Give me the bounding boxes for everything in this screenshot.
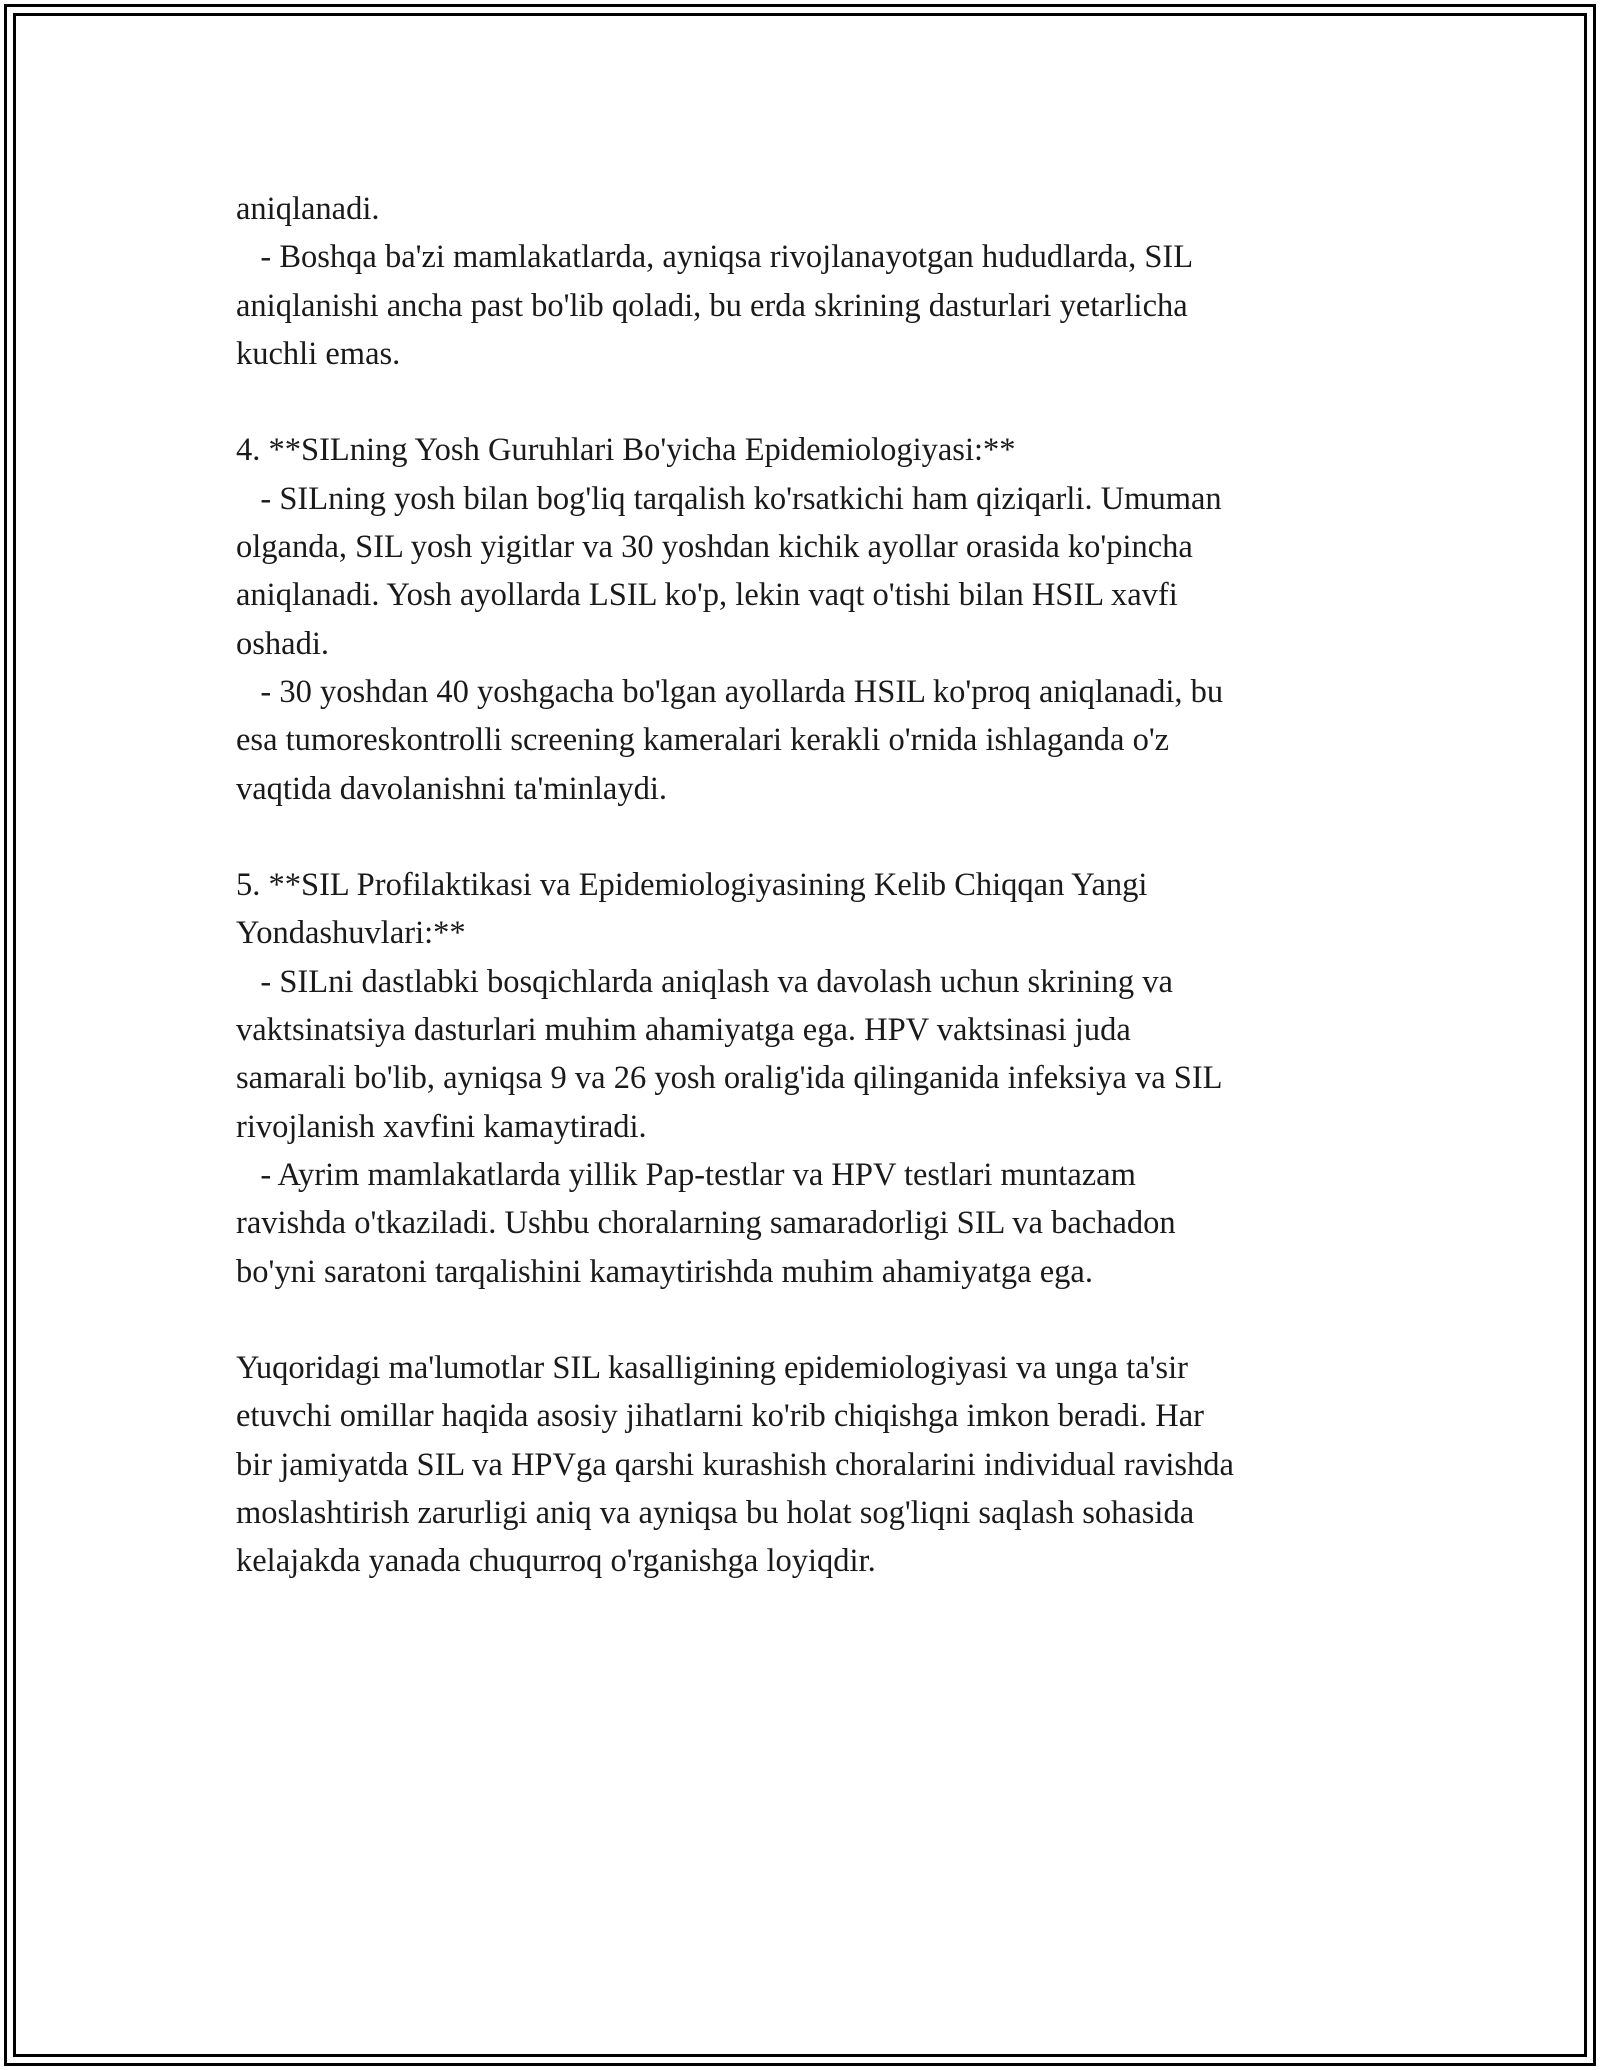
text-line: - Ayrim mamlakatlarda yillik Pap-testlar va HPV testlari muntazam — [236, 1156, 1136, 1193]
text-line: - 30 yoshdan 40 yoshgacha bo'lgan ayollarda HSIL ko'proq aniqlanadi, bu — [236, 673, 1224, 710]
document-body — [236, 185, 1386, 1586]
text-line: Yuqoridagi ma'lumotlar SIL kasalligining epidemiologiyasi va unga ta'sir — [236, 1350, 1188, 1387]
text-line: kuchli emas. — [236, 335, 401, 372]
text-line: samarali bo'lib, ayniqsa 9 va 26 yosh oralig'ida qilinganida infeksiya va SIL — [236, 1060, 1223, 1097]
blank-line — [236, 378, 1386, 426]
text-line: - SILning yosh bilan bog'liq tarqalish ko'rsatkichi ham qiziqarli. Umuman — [236, 480, 1222, 517]
text-line: olganda, SIL yosh yigitlar va 30 yoshdan kichik ayollar orasida ko'pincha — [236, 529, 1193, 566]
text-line: vaktsinatsiya dasturlari muhim ahamiyatga ega. HPV vaktsinasi juda — [236, 1012, 1131, 1049]
text-line: aniqlanishi ancha past bo'lib qoladi, bu erda skrining dasturlari yetarlicha — [236, 287, 1188, 324]
text-line: - Boshqa ba'zi mamlakatlarda, ayniqsa rivojlanayotgan hududlarda, SIL — [236, 239, 1194, 276]
text-line: bo'yni saratoni tarqalishini kamaytirishda muhim ahamiyatga ega. — [236, 1253, 1093, 1290]
text-line: Yondashuvlari:** — [236, 915, 466, 952]
text-line: 4. **SILning Yosh Guruhlari Bo'yicha Epidemiologiyasi:** — [236, 432, 1016, 469]
blank-line — [236, 1296, 1386, 1344]
text-line: bir jamiyatda SIL va HPVga qarshi kurashish choralarini individual ravishda — [236, 1446, 1234, 1483]
text-line: esa tumoreskontrolli screening kameralari kerakli o'rnida ishlaganda o'z — [236, 722, 1170, 759]
text-line: moslashtirish zarurligi aniq va ayniqsa bu holat sog'liqni saqlash sohasida — [236, 1495, 1195, 1532]
text-line: rivojlanish xavfini kamaytiradi. — [236, 1108, 647, 1145]
text-line: - SILni dastlabki bosqichlarda aniqlash va davolash uchun skrining va — [236, 963, 1173, 1000]
text-line: ravishda o'tkaziladi. Ushbu choralarning samaradorligi SIL va bachadon — [236, 1205, 1176, 1242]
blank-line — [236, 813, 1386, 861]
text-line: oshadi. — [236, 625, 329, 662]
text-line: etuvchi omillar haqida asosiy jihatlarni ko'rib chiqishga imkon beradi. Har — [236, 1398, 1204, 1435]
text-line: 5. **SIL Profilaktikasi va Epidemiologiyasining Kelib Chiqqan Yangi — [236, 867, 1148, 904]
text-line: aniqlanadi. Yosh ayollarda LSIL ko'p, lekin vaqt o'tishi bilan HSIL xavfi — [236, 577, 1178, 614]
text-line: aniqlanadi. — [236, 191, 380, 227]
text-line: kelajakda yanada chuqurroq o'rganishga loyiqdir. — [236, 1543, 876, 1580]
text-line: vaqtida davolanishni ta'minlaydi. — [236, 770, 667, 807]
